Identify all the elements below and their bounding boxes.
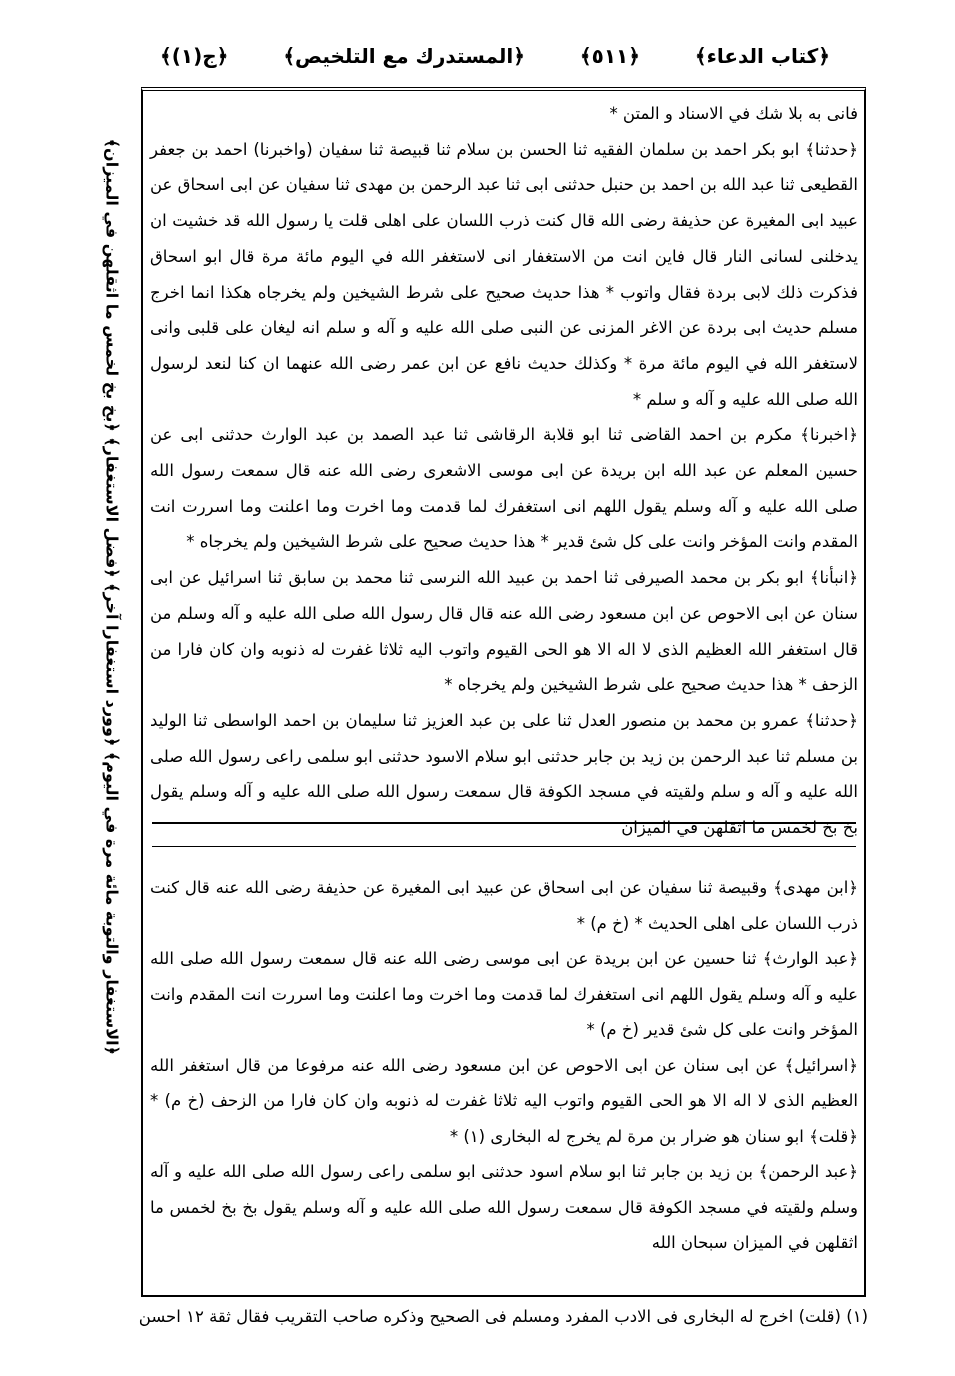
volume-label: ﴿ج(١)﴾ [160, 44, 229, 68]
page-header [160, 36, 830, 76]
summary-text [150, 870, 858, 1261]
book-title: ﴿المستدرك مع التلخيص﴾ [283, 44, 525, 68]
page-number: ﴿٥١١﴾ [579, 44, 640, 68]
section-divider [152, 822, 856, 824]
summary-paragraph: ﴿ابن مهدى﴾ وقبيصة ثنا سفيان عن ابى اسحاق عن عبيد ابى المغيرة عن حذيفة رضى الله عنه قال كنت ذرب اللسان على اهلى الحديث * (خ م) * [150, 878, 858, 933]
paragraph: ﴿انبأنا﴾ ابو بكر بن محمد الصيرفى ثنا احمد بن عبيد الله النرسى ثنا محمد بن سابق ثنا اسرائيل عن ابى سنان عن ابى الاحوص عن ابن مسعود رضى الله عنه قال قال رسول الله صلى الله عليه و آله وسلم من قال استغفر الله العظيم الذى لا اله الا هو الحى القيوم واتوب اليه ثلاثا غفرت له ذنوبه وان كان فارا من الزحف * هذا حديث صحيح على شرط الشيخين ولم يخرجاه * [150, 568, 858, 695]
paragraph: ﴿حدثنا﴾ ابو بكر احمد بن سلمان الفقيه ثنا الحسن بن سلام ثنا قبيصة ثنا سفيان (واخبرنا) احمد بن جعفر القطيعى ثنا عبد الله بن احمد بن حنبل حدثنى ابى ثنا عبد الرحمن بن مهدى ثنا سفيان عن ابى اسحاق عن عبيد ابى المغيرة عن حذيفة رضى الله قال كنت ذرب اللسان على اهلى قلت يا رسول الله قد خشيت ان يدخلنى لسانى النار قال فاين انت من الاستغفار انى لاستغفر الله في اليوم مائة مرة قال ابو اسحاق فذكرت ذلك لابى بردة فقال واتوب * هذا حديث صحيح على شرط الشيخين ولم يخرجاه هكذا انما اخرج مسلم حديث ابى بردة عن الاغر المزنى عن النبى صلى الله عليه و آله و سلم انه ليغان على قلبى وانى لاستغفر الله في اليوم مائة مرة * وكذلك حديث نافع عن ابن عمر رضى الله عنهما ان كنا لنعد لرسول الله صلى الله عليه و آله و سلم * [150, 139, 858, 409]
summary-paragraph: ﴿عبد الوارث﴾ ثنا حسين عن ابن بريدة عن ابى موسى رضى الله عنه قال سمعت رسول الله صلى الله عليه و آله وسلم يقول اللهم انى استغفرك لما قدمت وما اخرت وما اعلنت وما اسررت انت المقدم وانت المؤخر وانت على كل شئ قدير (خ م) * [150, 949, 858, 1039]
main-text [150, 96, 858, 846]
paragraph: فانى به بلا شك في الاسناد و المتن * [609, 104, 858, 123]
summary-paragraph: ﴿عبد الرحمن﴾ بن زيد بن جابر ثنا ابو سلام اسود حدثنى ابو سلمى راعى رسول الله صلى الله عليه و آله وسلم ولقيته في مسجد الكوفة قال سمعت رسول الله صلى الله عليه و آله وسلم يقول بخ بخ لخمس ما اثقلهن في الميزان سبحان الله [150, 1162, 858, 1252]
chapter-title: ﴿كتاب الدعاء﴾ [694, 44, 830, 68]
margin-note-text: ﴿الاستغفار والتوبة مائة مرة في اليوم﴾ ﴿وورد استغفارا آخر﴾ ﴿فضل الاستغفار﴾ ﴿بخ بخ لخمس ما اثقلهن في الميزان﴾ [102, 138, 122, 1055]
footnote: (١) (قلت) اخرج له البخارى فى الادب المفرد ومسلم فى الصحيح وذكره صاحب التقريب فقال ثقة ١٢ احسن [138, 1307, 868, 1326]
summary-paragraph: ﴿اسرائيل﴾ عن ابى سنان عن ابى الاحوص عن ابن مسعود رضى الله عنه مرفوعا من قال استغفر الله العظيم الذى لا اله الا هو الحى القيوم واتوب اليه ثلاثا غفرت له ذنوبه وان كان فارا من الزحف (خ م) * ﴿قلت﴾ ابو سنان هو ضرار بن مرة لم يخرج له البخارى (١) * [150, 1055, 858, 1146]
paragraph: ﴿حدثنا﴾ عمرو بن محمد بن منصور العدل ثنا على بن عبد العزيز ثنا سليمان بن احمد الواسطى ثنا الوليد بن مسلم ثنا عبد الرحمن بن زيد بن جابر حدثنى ابو سلام الاسود حدثنى ابو سلمى راعى رسول الله صلى الله عليه و آله و سلم ولقيته في مسجد الكوفة قال سمعت رسول الله صلى الله عليه و آله وسلم يقول بخ بخ لخمس ما اثقلهن في الميزان [150, 710, 858, 838]
margin-note [95, 138, 129, 1060]
paragraph: ﴿اخبرنا﴾ مكرم بن احمد القاضى ثنا ابو قلابة الرقاشى ثنا عبد الصمد بن عبد الوارث حدثنى ابى عن حسين المعلم عن عبد الله ابن بريدة عن ابى موسى الاشعرى رضى الله عنه قال سمعت رسول الله صلى الله عليه و آله وسلم يقول اللهم انى استغفرك لما قدمت وما اخرت وما اعلنت وما اسررت انت المقدم وانت المؤخر وانت على كل شئ قدير * هذا حديث صحيح على شرط الشيخين ولم يخرجاه * [150, 425, 858, 552]
section-divider [152, 846, 856, 847]
